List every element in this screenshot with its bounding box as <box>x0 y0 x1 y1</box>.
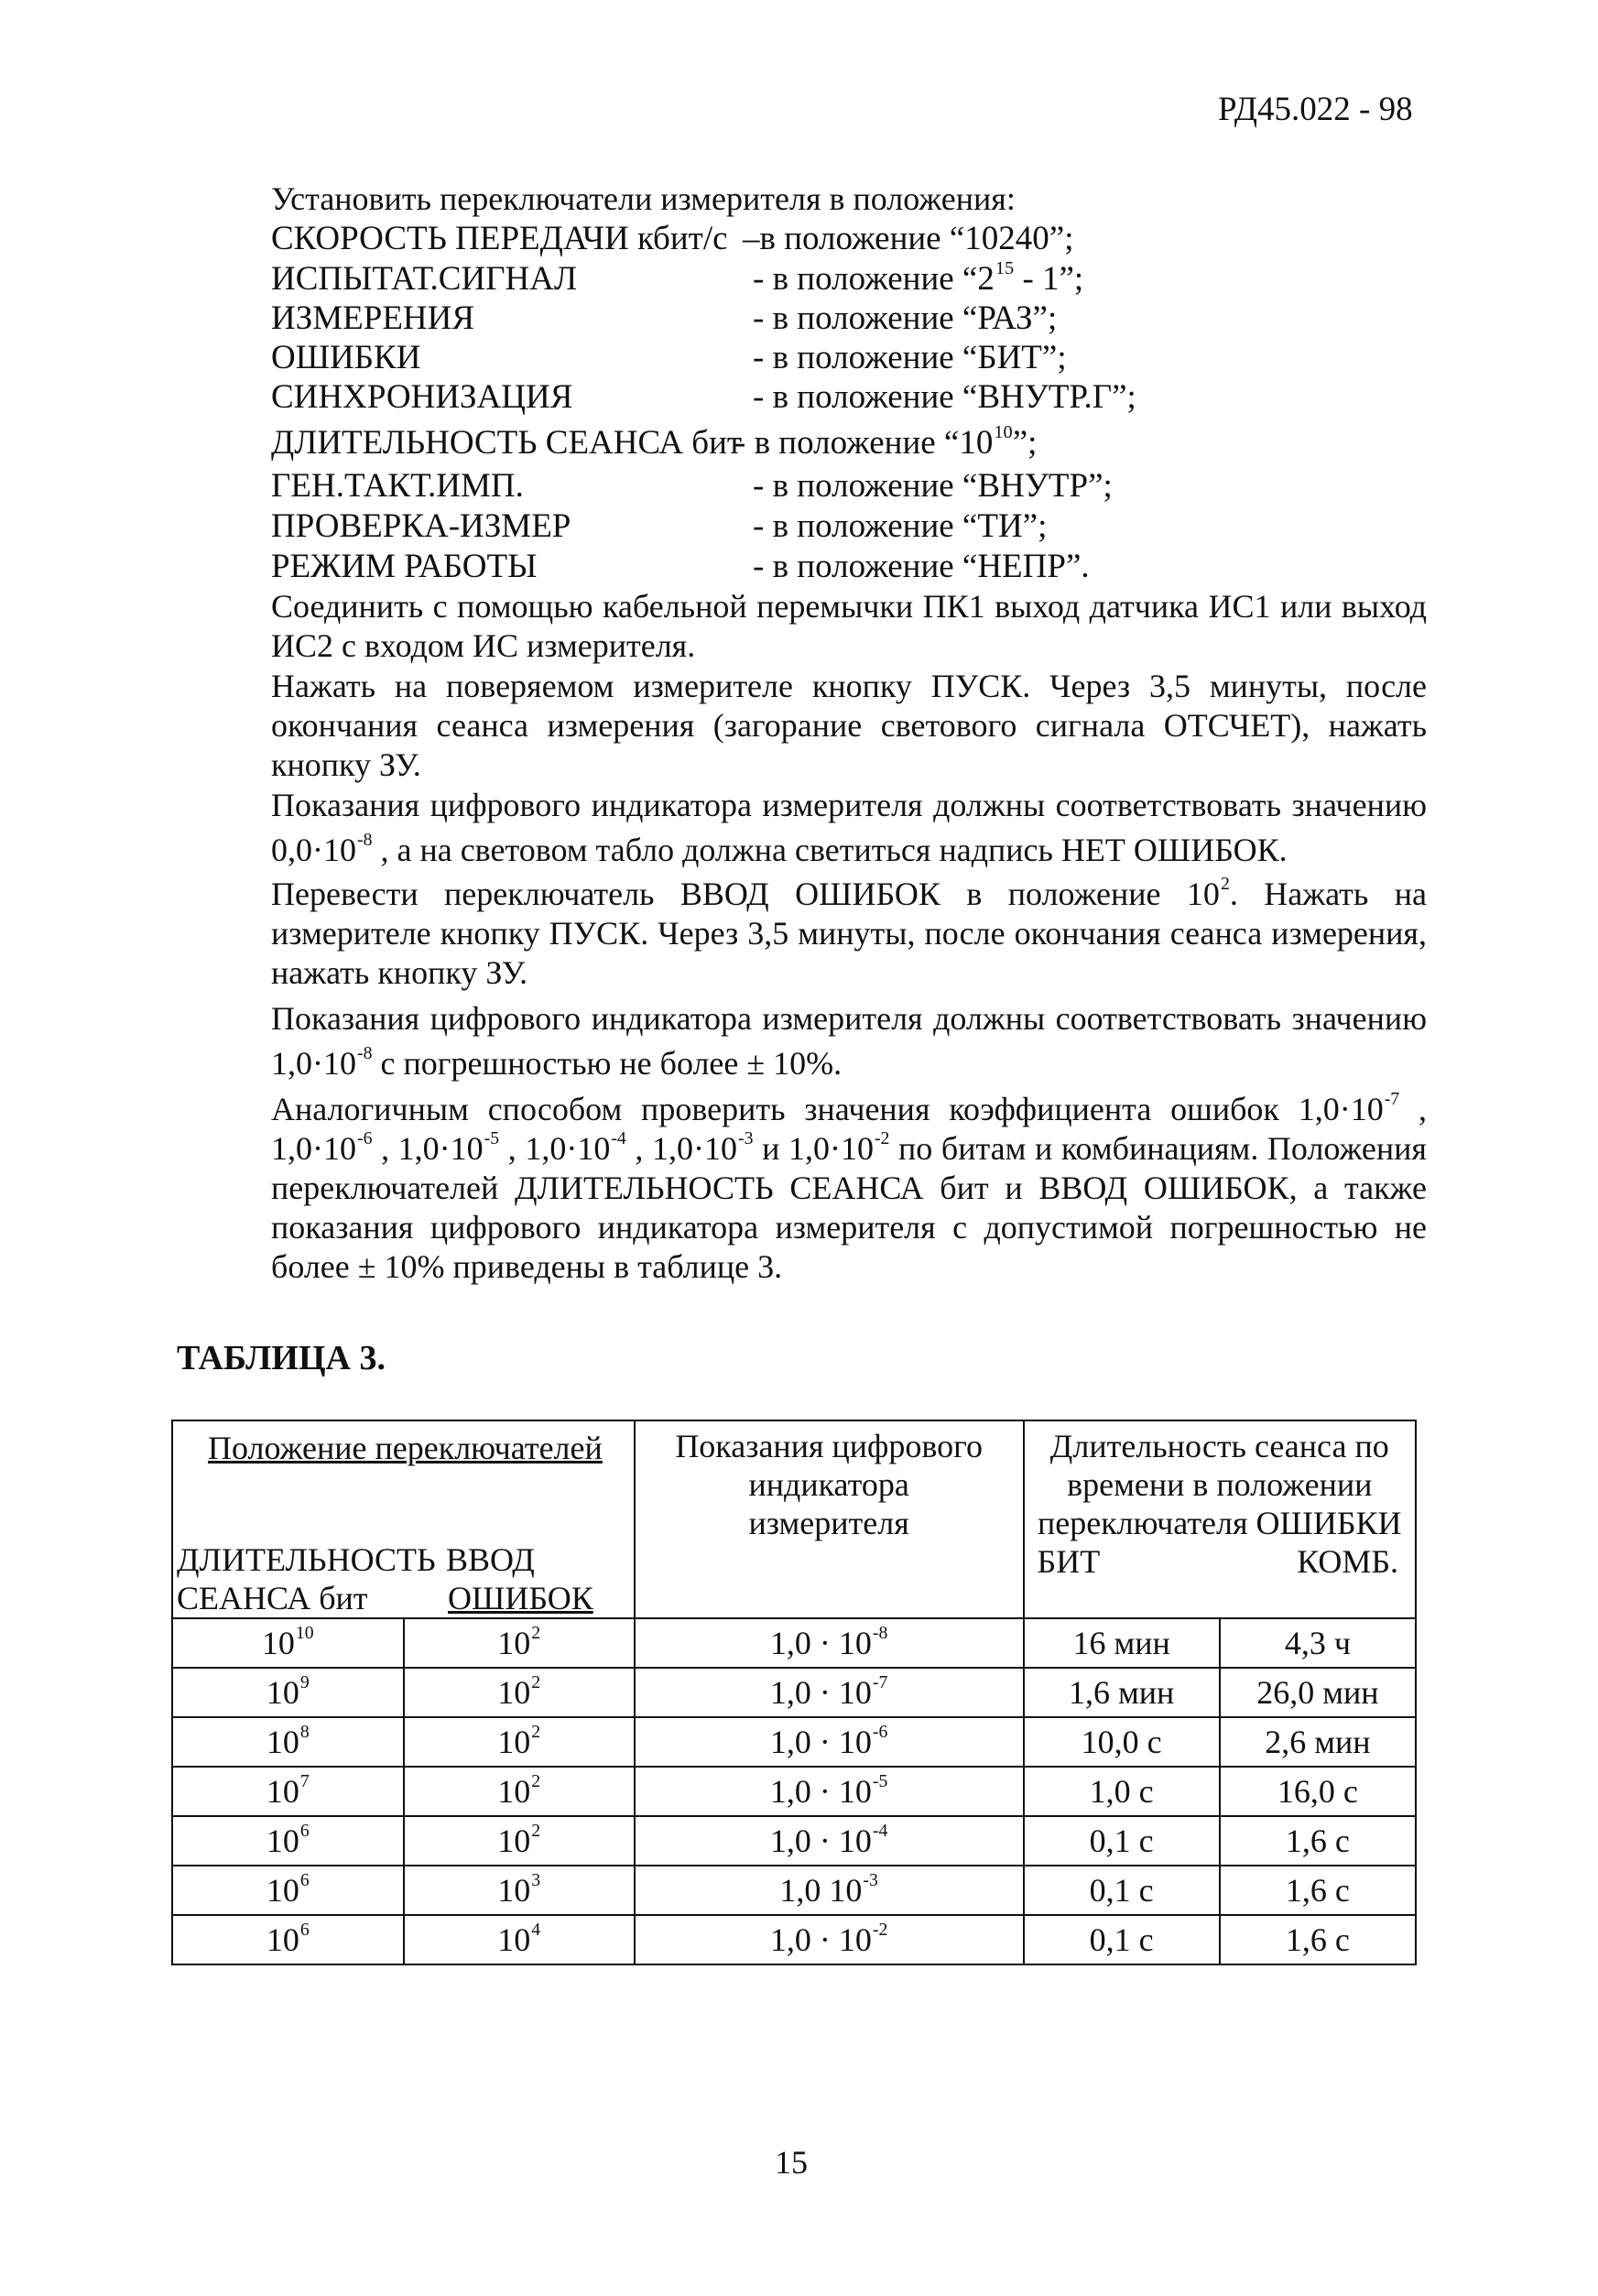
paragraph: Перевести переключатель ВВОД ОШИБОК в положение $10^2$. Нажать на измерителе кнопку ПУСК. Через 3,5 минуты, после окончания сеанса измерения, нажать кнопку ЗУ. <box>271 874 1427 991</box>
cell-duration: $10^6$ <box>172 1866 404 1915</box>
header-sub: ДЛИТЕЛЬНОСТЬ <box>177 1541 436 1578</box>
cell-error-input: $10^4$ <box>404 1915 635 1964</box>
switch-value: –в положение “10240”; <box>743 220 1074 257</box>
switch-name: ИСПЫТАТ.СИГНАЛ <box>271 260 578 298</box>
table-row <box>172 1866 1416 1915</box>
header-title: Положение переключателей <box>208 1430 603 1466</box>
cell-indicator: 1,0 $10^{-3}$ <box>635 1866 1024 1915</box>
switch-value: - в положение “ВНУТР”; <box>753 467 1113 505</box>
paragraph: Соединить с помощью кабельной перемычки ПК1 выход датчика ИС1 или выход ИС2 с входом ИС измерителя. <box>271 588 1427 664</box>
data-table <box>171 1420 1417 1965</box>
cell-bit: 0,1 с <box>1024 1915 1220 1964</box>
paragraph: Аналогичным способом проверить значения коэффициента ошибок $1,0\cdot 10^{-7}$ , $1,0\cdot 10^{-6}$ , $1,0\cdot 10^{-5}$ , $1,0\cdot 10^{-4}$ , $1,0\cdot 10^{-3}$ и $1,0\cdot 10^{-2}$ по битам и комбинациям. Положения переключателей ДЛИТЕЛЬНОСТЬ СЕАНСА бит и ВВОД ОШИБОК, а также показания цифрового индикатора измерителя с допустимой погрешностью не более ± 10% приведены в таблице 3. <box>271 1089 1427 1285</box>
header-sub: ОШИБОК <box>448 1580 593 1616</box>
cell-comb: 16,0 с <box>1220 1767 1416 1816</box>
table-heading: ТАБЛИЦА 3. <box>177 1339 386 1377</box>
cell-duration: $10^9$ <box>172 1668 404 1717</box>
cell-error-input: $10^2$ <box>404 1668 635 1717</box>
cell-duration: $10^7$ <box>172 1767 404 1816</box>
cell-duration: $10^6$ <box>172 1816 404 1866</box>
cell-error-input: $10^2$ <box>404 1618 635 1668</box>
switch-name: РЕЖИМ РАБОТЫ <box>271 548 538 585</box>
table-row <box>172 1717 1416 1767</box>
cell-indicator: $1,0 \cdot 10^{-8}$ <box>635 1618 1024 1668</box>
cell-duration: $10^{10}$ <box>172 1618 404 1668</box>
cell-bit: 16 мин <box>1024 1618 1220 1668</box>
switch-value: - в положение “РАЗ”; <box>753 299 1058 337</box>
switch-name: СКОРОСТЬ ПЕРЕДАЧИ кбит/с <box>271 220 728 257</box>
cell-bit: 0,1 с <box>1024 1816 1220 1866</box>
table-row <box>172 1618 1416 1668</box>
header-sub: ВВОД <box>446 1541 535 1578</box>
switch-value: - в положение “НЕПР”. <box>753 548 1090 585</box>
cell-indicator: $1,0 \cdot 10^{-2}$ <box>635 1915 1024 1964</box>
switch-name: ГЕН.ТАКТ.ИМП. <box>271 467 524 505</box>
header-sub: СЕАНСА бит <box>177 1580 368 1616</box>
header-duration: Длительность сеанса по времени в положении переключателя ОШИБКИ БИТ КОМБ. <box>1024 1420 1416 1618</box>
cell-comb: 26,0 мин <box>1220 1668 1416 1717</box>
cell-comb: 1,6 с <box>1220 1866 1416 1915</box>
table-header-row <box>172 1420 1416 1618</box>
header-indicator: Показания цифрового индикатора измерителя <box>635 1420 1024 1618</box>
table-row <box>172 1668 1416 1717</box>
table-row <box>172 1816 1416 1866</box>
header-switch-positions <box>172 1420 635 1618</box>
cell-error-input: $10^2$ <box>404 1767 635 1816</box>
paragraph: Нажать на поверяемом измерителе кнопку ПУСК. Через 3,5 минуты, после окончания сеанса измерения (загорание светового сигнала ОТСЧЕТ), нажать кнопку ЗУ. <box>271 668 1427 783</box>
cell-error-input: $10^2$ <box>404 1717 635 1767</box>
cell-comb: 1,6 с <box>1220 1915 1416 1964</box>
switch-value: - в положение “БИТ”; <box>753 339 1067 376</box>
switch-value: - в положение “ТИ”; <box>753 507 1048 545</box>
cell-bit: 10,0 с <box>1024 1717 1220 1767</box>
cell-indicator: $1,0 \cdot 10^{-4}$ <box>635 1816 1024 1866</box>
switch-value: - в положение “$10^{10}$”; <box>734 421 1038 462</box>
document-code: РД45.022 - 98 <box>1218 91 1413 128</box>
page-number: 15 <box>775 2144 808 2181</box>
cell-error-input: $10^2$ <box>404 1816 635 1866</box>
cell-comb: 1,6 с <box>1220 1816 1416 1866</box>
table-row <box>172 1915 1416 1964</box>
cell-bit: 1,0 с <box>1024 1767 1220 1816</box>
cell-duration: $10^6$ <box>172 1915 404 1964</box>
cell-indicator: $1,0 \cdot 10^{-5}$ <box>635 1767 1024 1816</box>
cell-comb: 4,3 ч <box>1220 1618 1416 1668</box>
intro-text: Установить переключатели измерителя в положения: <box>271 180 1016 217</box>
cell-indicator: $1,0 \cdot 10^{-6}$ <box>635 1717 1024 1767</box>
paragraph: Показания цифрового индикатора измерителя должны соответствовать значению $0,0\cdot 10^{-8}$ , а на световом табло должна светиться надпись НЕТ ОШИБОК. <box>271 787 1427 868</box>
switch-name: СИНХРОНИЗАЦИЯ <box>271 378 573 416</box>
cell-duration: $10^8$ <box>172 1717 404 1767</box>
cell-error-input: $10^3$ <box>404 1866 635 1915</box>
table-row <box>172 1767 1416 1816</box>
cell-indicator: $1,0 \cdot 10^{-7}$ <box>635 1668 1024 1717</box>
switch-name: ОШИБКИ <box>271 339 421 376</box>
switch-name: ДЛИТЕЛЬНОСТЬ СЕАНСА бит <box>271 424 743 462</box>
switch-name: ИЗМЕРЕНИЯ <box>271 299 475 337</box>
cell-bit: 0,1 с <box>1024 1866 1220 1915</box>
switch-value: - в положение “$2^{15} - 1$”; <box>753 257 1084 298</box>
cell-bit: 1,6 мин <box>1024 1668 1220 1717</box>
cell-comb: 2,6 мин <box>1220 1717 1416 1767</box>
switch-value: - в положение “ВНУТР.Г”; <box>753 378 1136 416</box>
paragraph: Показания цифрового индикатора измерителя должны соответствовать значению $1,0\cdot 10^{-8}$ с погрешностью не более ± 10%. <box>271 1000 1427 1082</box>
switch-name: ПРОВЕРКА-ИЗМЕР <box>271 507 571 545</box>
